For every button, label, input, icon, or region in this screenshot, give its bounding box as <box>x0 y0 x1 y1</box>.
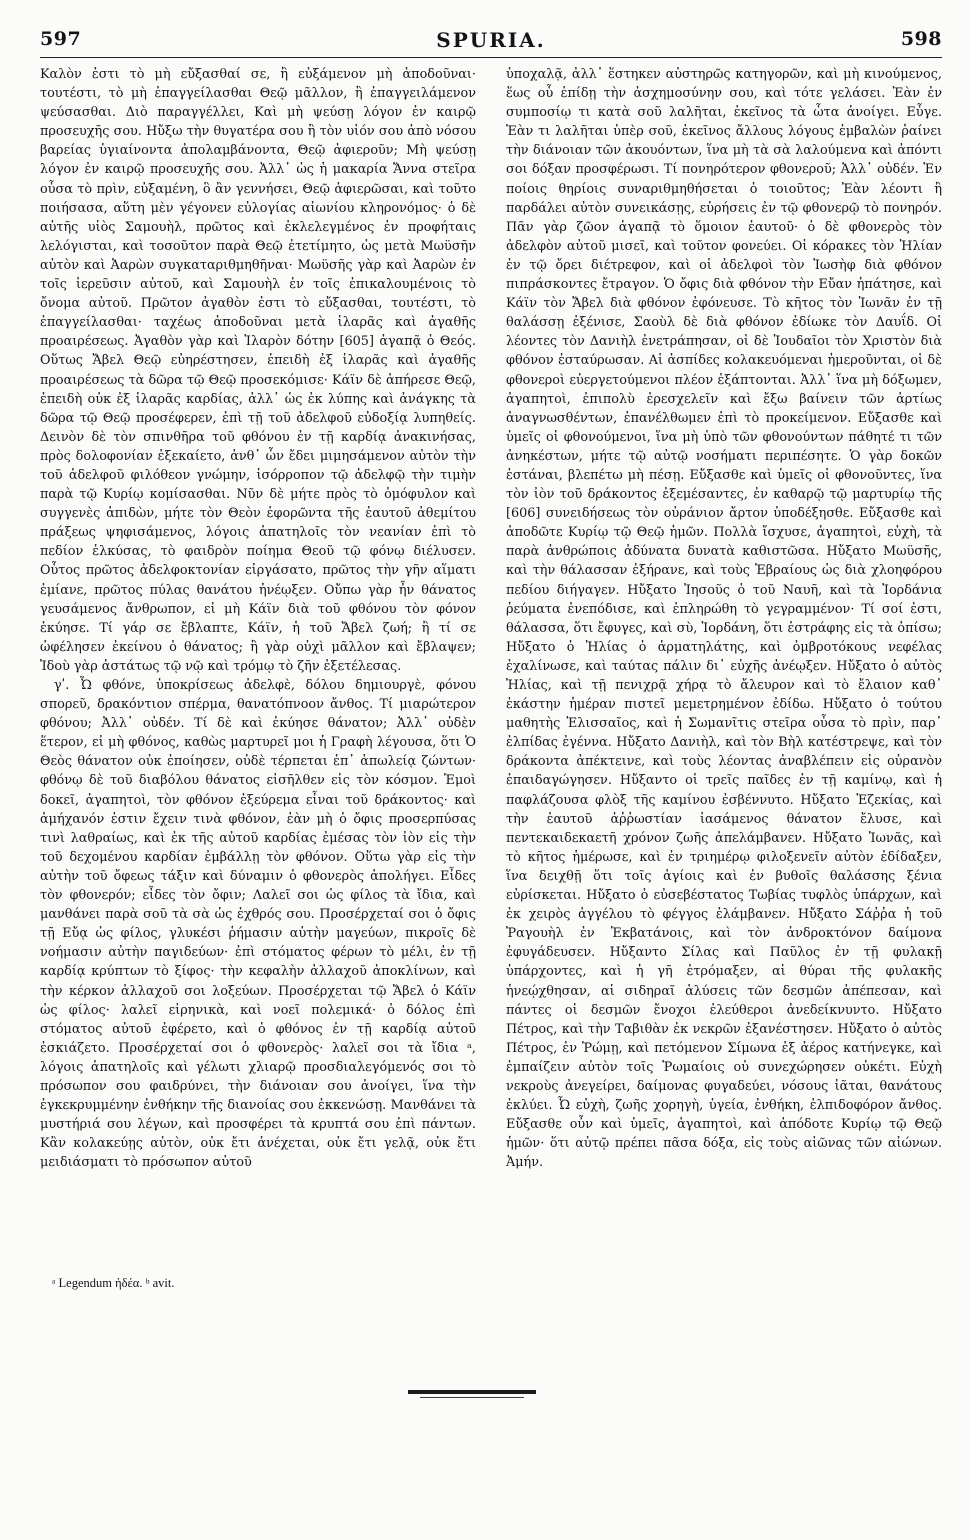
left-paragraph-1: Καλὸν ἐστι τὸ μὴ εὔξασθαί σε, ἢ εὐξάμενον μὴ ἀποδοῦναι· τουτέστι, τὸ μὴ ἐπαγγείλασθαι Θεῷ μᾶλλον, ἢ ἐπαγγειλάμενον ψεύσασθαι. Διὸ παραγγέλλει, Καὶ μὴ ψεύσῃ λόγον ἐν καιρῷ προσευχῆς σου. Ηὔξω τὴν θυγατέρα σου ἢ τὸν υἱόν σου ἀπὸ νόσου βαρείας ὑγιαίνοντα ἀπολαμβάνοντα, Θεῷ ἀφιεροῦν; Μὴ ψεύσῃ λόγον ἐν καιρῷ προσευχῆς σου. Ἀλλ᾽ ὡς ἡ μακαρία Ἄννα στεῖρα οὖσα τὸ πρὶν, εὐξαμένη, ὃ ἂν γεννήσει, Θεῷ ἀφιερῶσαι, καὶ τοῦτο ποιήσασα, αὕτη μὲν γέγονεν εὐλογίας αἰωνίου κληρονόμος· ὁ δὲ αὐτῆς υἱὸς Σαμουὴλ, πρῶτος καὶ ἐκλελεγμένος ἐν προφήταις λελόγισται, καὶ τοσοῦτον παρὰ Θεῷ ἐτετίμητο, ὡς μετὰ Μωϋσῆν αὐτὸν καὶ Ἀαρὼν συγκαταριθμηθῆναι· Μωϋσῆς γὰρ καὶ Ἀαρὼν ἐν τοῖς ἱερεῦσιν αὐτοῦ, καὶ Σαμουὴλ ἐν τοῖς ἐπικαλουμένοις τὸ ὄνομα αὐτοῦ. Πρῶτον ἀγαθὸν ἐστι τὸ εὔξασθαι, τουτέστι, τὸ ἐπαγγείλασθαι· ταχέως ἀποδοῦναι μετὰ ἱλαρᾶς καὶ ἀγαθῆς προαιρέσεως. Ἀγαθὸν γὰρ καὶ Ἱλαρὸν δότην [605] ἀγαπᾷ ὁ Θεός. Οὕτως Ἄβελ Θεῷ εὐηρέστησεν, ἐπειδὴ ἐξ ἱλαρᾶς καὶ ἀγαθῆς προαιρέσεως τὰ δῶρα τῷ Θεῷ προσεκόμισε· Κάϊν δὲ ἀπήρεσε Θεῷ, ἐπειδὴ οὐκ ἐξ ἱλαρᾶς καρδίας, ἀλλ᾽ ὡς ἐκ λύπης καὶ ἀνάγκης τὰ δῶρα τῷ Θεῷ προσέφερεν, ἐπὶ τῇ τοῦ ἀδελφοῦ εὐδοξίᾳ λυπηθείς. Δεινὸν δὲ τὸν σπινθῆρα τοῦ φθόνου ἐν τῇ καρδίᾳ ἀνακινήσας, πρὸς δολοφονίαν ἐξεκαίετο, ἀνθ᾽ ὧν ἔδει μιμησάμενον αὐτὸν τὴν τοῦ ἀδελφοῦ φιλόθεον γνώμην, ἰσόρροπον τῷ ἀδελφῷ τὴν τιμὴν παρὰ τῷ Κυρίῳ κομίσασθαι. Νῦν δὲ μήτε πρὸς τὸ ὁμόφυλον καὶ συγγενὲς ἀπιδὼν, μήτε τὸν Θεὸν ἐφορῶντα τῆς ἑαυτοῦ ἀθεμίτου πράξεως ψηφισάμενος, λόγοις ἀπατηλοῖς τὸν νεανίαν ἐπὶ τὸ πεδίον ἑλκύσας, τὸ φαιδρὸν ποίημα Θεοῦ τῷ φόνῳ διέλυσεν. Οὗτος πρῶτος ἀδελφοκτονίαν εἰργάσατο, πρῶτος τὴν γῆν αἵματι ἐμίανε, πρῶτος πύλας θανάτου ἠνέῳξεν. Οὔπω γὰρ ἦν θάνατος γευσάμενος ἄνθρωπον, εἰ μὴ Κάϊν διὰ τοῦ φθόνου τὸν φόνον ἐκύησε. Τί γάρ σε ἔβλαπτε, Κάϊν, ἡ τοῦ Ἄβελ ζωή; ἢ τί σε ὠφέλησεν ἐκείνου ὁ θάνατος; ἢ γὰρ οὐχὶ μᾶλλον καὶ ἔβλαψεν; Ἰδοὺ γὰρ ἀστάτως τῷ νῷ καὶ τρόμῳ τὸ ζῆν ἐξετέλεσας. <box>40 67 476 674</box>
header-rule <box>40 57 942 58</box>
running-title: SPURIA. <box>436 28 546 52</box>
page-number-left: 597 <box>40 28 82 50</box>
right-column <box>506 65 942 1273</box>
footnote: ᵃ Legendum ἡδέα. ᵇ avit. <box>52 1276 175 1290</box>
page-header <box>40 28 942 52</box>
page-number-right: 598 <box>900 28 942 50</box>
end-rule <box>408 1390 536 1394</box>
right-paragraph-1: ὑποχαλᾷ, ἀλλ᾽ ἕστηκεν αὐστηρῶς κατηγορῶν, καὶ μὴ κινούμενος, ἕως οὗ ἐπίδῃ τὴν ἀσχημοσύνην σου, καὶ τότε γελάσει. Ἐὰν ἐν συμποσίῳ τι κατὰ σοῦ λαλῆται, ἐκεῖνος τὰ ὦτα ἀνοίγει. Εὖγε. Ἐὰν τι λαλῆται ὑπὲρ σοῦ, ἐκεῖνος ἄλλους λόγους ἐμβαλὼν ῥαίνει τὴν διάνοιαν τῶν ἀκουόντων, ἵνα μὴ τὰ σὰ λαλούμενα καὶ ἀπόντι σοι δόξαν προσφέρωσι. Τί πονηρότερον φθονεροῦ; Ἀλλ᾽ οὐδέν. Ἐν ποίοις θηρίοις συναριθμηθήσεται ὁ τοιοῦτος; Ἐὰν λέοντι ἢ παρδάλει αὐτὸν συνεικάσῃς, εὑρήσεις ἐν τῷ φθονερῷ τὸ πονηρόν. Πᾶν γὰρ ζῶον ἀγαπᾷ τὸ ὅμοιον ἑαυτοῦ· ὁ δὲ φθονερὸς τὸν ἀδελφὸν αὐτοῦ μισεῖ, καὶ τοῦτον φονεύει. Οἱ κόρακες τὸν Ἠλίαν ἐν τῷ ὄρει διέτρεφον, καὶ οἱ ἀδελφοὶ τὸν Ἰωσὴφ διὰ φθόνον πιπράσκοντες ἔτραγον. Ὁ ὄφις διὰ φθόνον τὴν Εὔαν ἠπάτησε, καὶ Κάϊν τὸν Ἄβελ διὰ φθόνον ἐφόνευσε. Τὸ κῆτος τὸν Ἰωνᾶν ἐν τῇ θαλάσσῃ ἐξένισε, Σαοὺλ δὲ διὰ φθόνον ἐδίωκε τὸν Δαυΐδ. Οἱ λέοντες τὸν Δανιὴλ ἐνετράπησαν, οἱ δὲ Ἰουδαῖοι τὸν Χριστὸν διὰ φθόνον ἐσταύρωσαν. Αἱ ἀσπίδες κολακευόμεναι ἡμεροῦνται, οἱ δὲ φθονεροὶ εὐεργετούμενοι πλέον ἐξάπτονται. Ἀλλ᾽ ἵνα μὴ δόξωμεν, ἀγαπητοὶ, ἐπιπολὺ ἐρεσχελεῖν καὶ ἔξω βαίνειν τῶν ἀρτίως ἀναγνωσθέντων, ἐπανέλθωμεν ἐπὶ τὸ προκείμενον. Εὔξασθε καὶ ὑμεῖς οἱ φθονούμενοι, ἵνα μὴ ὑπὸ τῶν φθονούντων πάθητέ τι τῶν ἀνηκέστων, μήτε τῷ αὐτῷ νοσήματι περιπέσητε. Ὁ γὰρ δοκῶν ἑστάναι, βλεπέτω μὴ πέσῃ. Εὔξασθε καὶ ὑμεῖς οἱ φθονοῦντες, ἵνα τὸν ἰὸν τοῦ δράκοντος ἐξεμέσαντες, ἐν καθαρῷ τῷ μαρτυρίῳ τῆς [606] συνειδήσεως τὸν οὐράνιον ἄρτον ὑποδέξησθε. Εὔξασθε καὶ ἀποδῶτε Κυρίῳ τῷ Θεῷ ἡμῶν. Πολλὰ ἴσχυσε, ἀγαπητοὶ, εὐχὴ, τὰ παρὰ ἀνθρώποις ἀδύνατα δυνατὰ καθιστῶσα. Ηὔξατο Μωϋσῆς, καὶ τὴν θάλασσαν ἐξήρανε, καὶ τοὺς Ἑβραίους ὡς διὰ χλοηφόρου πεδίου διήγαγεν. Ηὔξατο Ἰησοῦς ὁ τοῦ Ναυῆ, καὶ τὰ Ἰορδάνια ῥεύματα ἐνεπόδισε, καὶ ἐπληρώθη τὸ γεγραμμένον· Τί σοί ἐστι, θάλασσα, ὅτι ἔφυγες, καὶ σὺ, Ἰορδάνη, ὅτι ἐστράφης εἰς τὰ ὀπίσω; Ηὔξατο ὁ Ἠλίας ὁ ἁρματηλάτης, καὶ ὀμβροτόκους νεφέλας ἐχαλίνωσε, καὶ ταύτας πάλιν δι᾽ εὐχῆς ἀνέῳξεν. Ηὔξατο ὁ αὐτὸς Ἠλίας, καὶ τῇ πενιχρᾷ χήρᾳ τὸ ἄλευρον καὶ τὸ ἔλαιον καθ᾽ ἑκάστην ἡμέραν πιστεῖ μεμετρημένον ἐδίδω. Ηὔξατο ὁ τούτου μαθητὴς Ἐλισσαῖος, καὶ ἡ Σωμανῖτις στεῖρα οὖσα τὸ πρὶν, παρ᾽ ἐλπίδας ἐγέννα. Ηὔξατο Δανιὴλ, καὶ τὸν Βὴλ κατέστρεψε, καὶ τὸν δράκοντα ἀπέκτεινε, καὶ τοὺς λέοντας ἀναβλέπειν εἰς οὐρανὸν ἐπαιδαγώγησεν. Ηὔξαντο οἱ τρεῖς παῖδες ἐν τῇ καμίνῳ, καὶ ἡ παφλάζουσα φλὸξ τῆς καμίνου ἐσβέννυτο. Ηὔξατο Ἐζεκίας, καὶ τὴν ἑαυτοῦ ἀῤῥωστίαν ἰασάμενος θάνατον ἔλυσε, καὶ πεντεκαιδεκαετῆ χρόνον ζωῆς ἀπελάμβανεν. Ηὔξατο Ἰωνᾶς, καὶ τὸ κῆτος ἡμέρωσε, καὶ ἐν τριημέρῳ φιλοξενεῖν αὐτὸν ἐδίδαξεν, ἵνα δειχθῇ ὅτι τοῖς ἁγίοις καὶ ἐν βυθοῖς θαλάσσης ξένια εὑρίσκεται. Ηὔξατο ὁ εὐσεβέστατος Τωβίας τυφλὸς ὑπάρχων, καὶ ἐκ χειρὸς ἀγγέλου τὸ φέγγος ἐλάμβανεν. Ηὔξατο Σάῤῥα ἡ τοῦ Ῥαγουὴλ ἐν Ἐκβατάνοις, καὶ τὸν ἀνδροκτόνον δαίμονα ἐφυγάδευσεν. Ηὔξαντο Σίλας καὶ Παῦλος ἐν τῇ φυλακῇ ὑπάρχοντες, καὶ ἡ γῆ ἐτρόμαξεν, αἱ θύραι τῆς φυλακῆς ἠνεῴχθησαν, αἱ σιδηραῖ ἁλύσεις τῶν δεσμῶν ἀπέπεσαν, καὶ πάντες οἱ δεσμῶν ἔνοχοι ἐλεύθεροι ἀνεδείκνυντο. Ηὔξατο Πέτρος, καὶ τὴν Ταβιθὰν ἐκ νεκρῶν ἐξανέστησεν. Ηὔξατο ὁ αὐτὸς Πέτρος, ἐν Ῥώμῃ, καὶ πετόμενον Σίμωνα ἐξ ἀέρος κατήνεγκε, καὶ ἐμπαίζειν αὐτὸν τοῖς Ῥωμαίοις οὐ συνεχώρησεν οὐκέτι. Εὐχὴ νεκροὺς ἀνεγείρει, δαίμονας φυγαδεύει, νόσους ἰᾶται, θανάτους ἐκλύει. Ὦ εὐχὴ, ζωῆς χορηγὴ, ὑγεία, ἐνθήκη, ἐλπιδοφόρον ἄνθος. Εὔξασθε οὖν καὶ ὑμεῖς, ἀγαπητοὶ, καὶ ἀπόδοτε Κυρίῳ τῷ Θεῷ ἡμῶν· ὅτι αὐτῷ πρέπει πᾶσα δόξα, εἰς τοὺς αἰῶνας τῶν αἰώνων. Ἀμήν. <box>506 67 942 1171</box>
left-column <box>40 65 476 1273</box>
left-paragraph-2: γʹ. Ὦ φθόνε, ὑποκρίσεως ἀδελφὲ, δόλου δημιουργὲ, φόνου σπορεῦ, δρακόντιον σπέρμα, θανατόπνοον ἄνθος. Τί μιαρώτερον φθόνου; Ἀλλ᾽ οὐδέν. Τί δὲ καὶ ἐκύησε θάνατον; Ἀλλ᾽ οὐδὲν ἕτερον, εἰ μὴ φθόνος, καθὼς μαρτυρεῖ μοι ἡ Γραφὴ λέγουσα, ὅτι Ὁ Θεὸς θάνατον οὐκ ἐποίησεν, οὐδὲ τέρπεται ἐπ᾽ ἀπωλείᾳ ζώντων· φθόνῳ δὲ τοῦ διαβόλου θάνατος εἰσῆλθεν εἰς τὸν κόσμον. Ἐμοὶ δοκεῖ, ἀγαπητοὶ, τὸν φθόνον ἐξεύρεμα εἶναι τοῦ δράκοντος· καὶ ἀμήχανόν ἐστιν ἔχειν τινὰ φθόνον, ἐὰν μὴ ὁ ὄφις προσερπύσας τινὶ λαθραίως, καὶ ἐκ τῆς αὐτοῦ καρδίας ἐμέσας τὸν ἰὸν εἰς τὴν τοῦ δεχομένου καρδίαν ἐμβάλλῃ τὸν φθόνον. Οὕτω γὰρ εἰς τὴν αὐτὴν τοῦ ὄφεως τάξιν καὶ δύναμιν ὁ φθονερὸς ἀπολήγει. Εἶδες τὸν φθονερόν; εἶδες τὸν ὄφιν; Λαλεῖ σοι ὡς φίλος τὰ ἴδια, καὶ μανθάνει παρὰ σοῦ τὰ σὰ ὡς ἐχθρός σου. Προσέρχεταί σοι ὁ ὄφις τῇ Εὔᾳ ὡς φίλος, γλυκέσι ῥήμασιν αὐτὴν μαγεύων, πικροῖς δὲ νοήμασιν αὐτὴν παγιδεύων· ἐπὶ στόματος φέρων τὸ μέλι, ἐν τῇ καρδίᾳ κρύπτων τὸ ξίφος· τὴν κεφαλὴν ἀλλαχοῦ ἀποκλίνων, καὶ τὴν κέρκον ἀλλαχοῦ σοι λοξεύων. Προσέρχεται τῷ Ἄβελ ὁ Κάϊν ὡς φίλος· λαλεῖ εἰρηνικὰ, καὶ νοεῖ πολεμικά· ὁ δόλος ἐπὶ στόματος αὐτοῦ ἐφέρετο, καὶ ὁ φθόνος ἐν τῇ καρδίᾳ αὐτοῦ ἐσκιάζετο. Προσέρχεταί σοι ὁ φθονερὸς· λαλεῖ σοι τὰ ἴδια ᵃ, λόγοις ἀπατηλοῖς καὶ γέλωτι χλιαρῷ προσδιαλεγόμενός σοι τὸ πρόσωπον σου φαιδρύνει, τὴν διάνοιαν σου ἀνοίγει, ἵνα τὴν ἐγκεκρυμμένην ἐνθήκην τῆς διανοίας σου ἐκκενώσῃ. Μανθάνει τὰ μυστήριά σου λέγων, καὶ προσφέρει τὰ κρυπτά σου ἐπὶ πάντων. Κἂν κολακεύῃς αὐτὸν, οὐκ ἔτι ἀνέχεται, οὐκ ἔτι γελᾷ, οὐκ ἔτι μειδιάσματι τὸ πρόσωπον αὐτοῦ <box>40 678 476 1171</box>
